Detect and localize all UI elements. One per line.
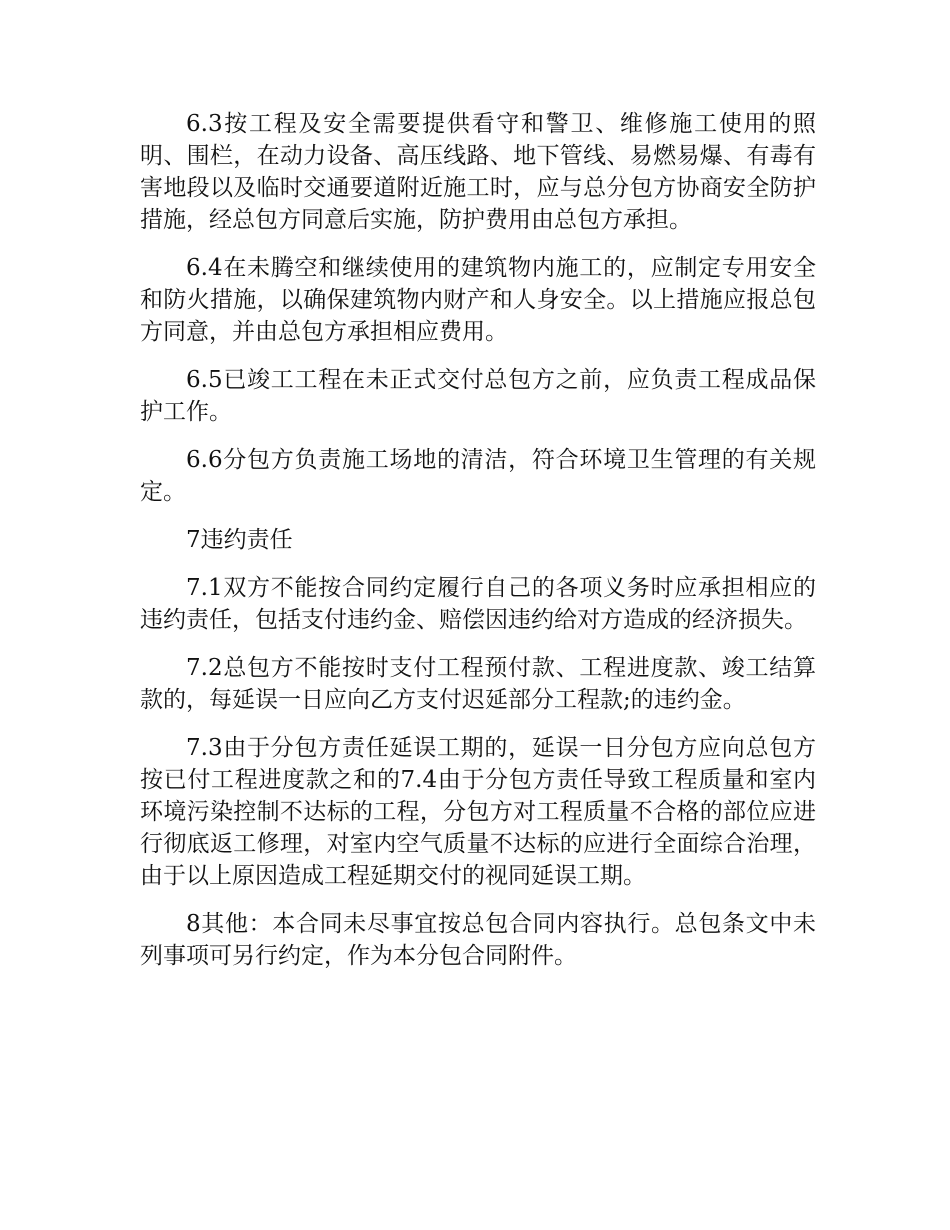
clause-8: 8其他：本合同未尽事宜按总包合同内容执行。总包条文中未列事项可另行约定，作为本分包合同附件。 — [140, 911, 816, 969]
clause-7-3: 7.3由于分包方责任延误工期的，延误一日分包方应向总包方按已付工程进度款之和的7.4由于分包方责任导致工程质量和室内环境污染控制不达标的工程，分包方对工程质量不合格的部位应进行彻底返工修理，对室内空气质量不达标的应进行全面综合治理，由于以上原因造成工程延期交付的视同延误工期。 — [140, 735, 816, 889]
clause-6-3: 6.3按工程及安全需要提供看守和警卫、维修施工使用的照明、围栏，在动力设备、高压线路、地下管线、易燃易爆、有毒有害地段以及临时交通要道附近施工时，应与总分包方协商安全防护措施，经总包方同意后实施，防护费用由总包方承担。 — [140, 111, 816, 233]
clause-6-5: 6.5已竣工工程在未正式交付总包方之前，应负责工程成品保护工作。 — [140, 367, 816, 425]
clause-6-4: 6.4在未腾空和继续使用的建筑物内施工的，应制定专用安全和防火措施，以确保建筑物内财产和人身安全。以上措施应报总包方同意，并由总包方承担相应费用。 — [140, 255, 816, 345]
section-heading-7: 7违约责任 — [186, 527, 293, 553]
clause-7-1: 7.1双方不能按合同约定履行自己的各项义务时应承担相应的违约责任，包括支付违约金、赔偿因违约给对方造成的经济损失。 — [140, 575, 816, 633]
document-page — [140, 108, 816, 988]
clause-7-2: 7.2总包方不能按时支付工程预付款、工程进度款、竣工结算款的，每延误一日应向乙方支付迟延部分工程款;的违约金。 — [140, 655, 816, 713]
clause-6-6: 6.6分包方负责施工场地的清洁，符合环境卫生管理的有关规定。 — [140, 447, 816, 505]
